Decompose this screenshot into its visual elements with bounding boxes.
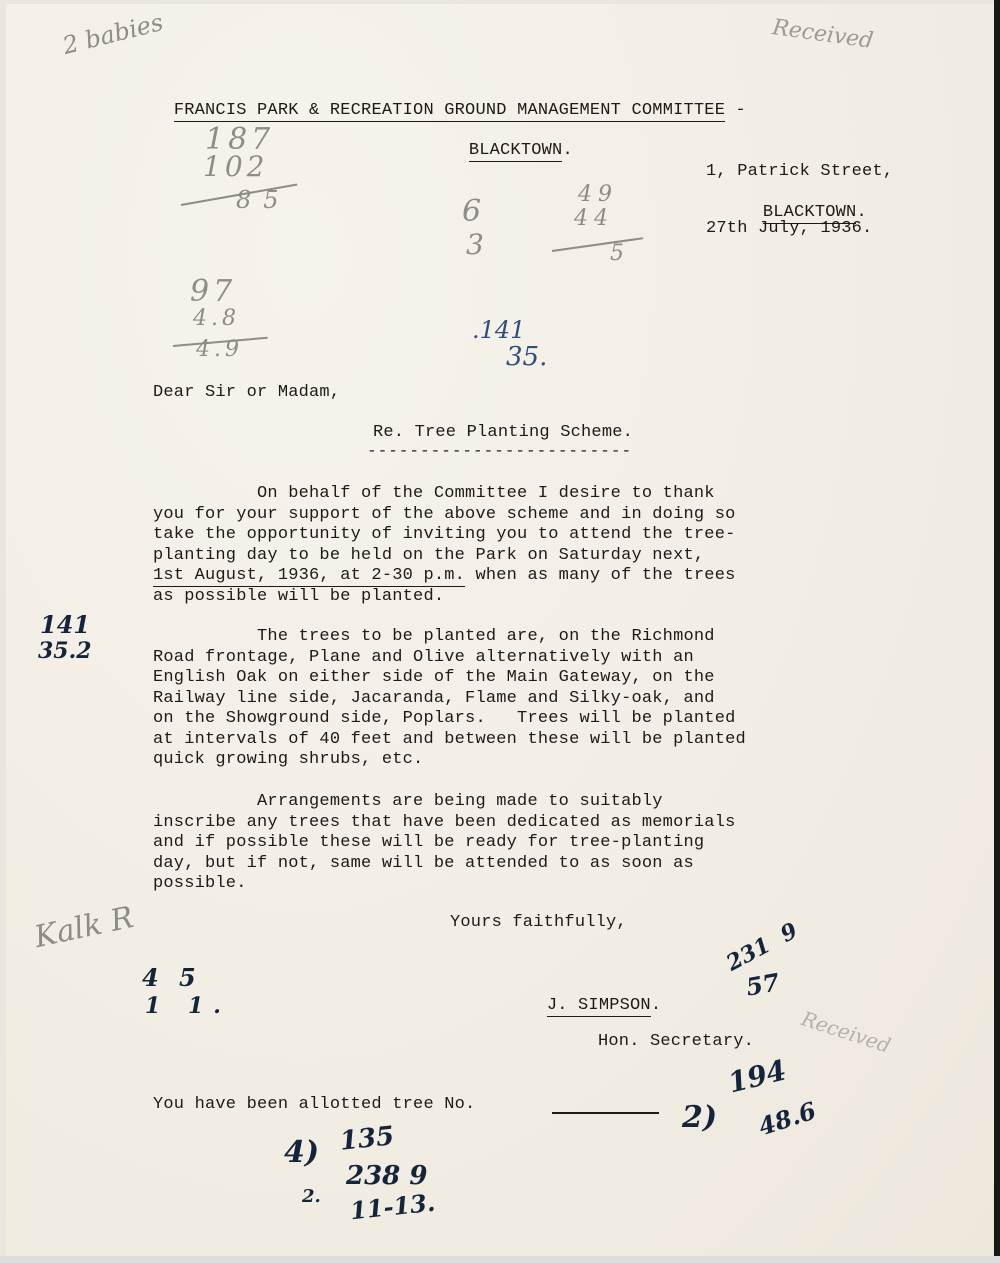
paragraph-2-line: on the Showground side, Poplars. Trees will be planted <box>153 709 736 728</box>
paragraph-1-line: 1st August, 1936, at 2-30 p.m. when as many of the trees <box>153 566 736 585</box>
paragraph-3-line: and if possible these will be ready for tree-planting <box>153 833 705 852</box>
ink-bottom-center-top: 135 <box>338 1121 396 1157</box>
pencil-calc-2-bottom: 3 <box>466 228 484 261</box>
signatory: J. SIMPSON. <box>546 995 662 1015</box>
pencil-calc-1-top: 187 <box>205 122 275 157</box>
pencil-calc-4-result: 4.9 <box>196 337 243 362</box>
allotment-label: You have been allotted tree No. <box>153 1095 476 1114</box>
signatory-title: Hon. Secretary. <box>598 1032 755 1051</box>
subject-line: Re. Tree Planting Scheme. <box>373 423 634 442</box>
letterhead-town: BLACKTOWN. <box>468 140 573 160</box>
letter-date: 27th July, 1936. <box>706 219 873 238</box>
paragraph-2-line: quick growing shrubs, etc. <box>153 750 424 769</box>
ink-margin-bottom: 35.2 <box>38 638 92 664</box>
ink-left-bottom: 1 1. <box>145 993 231 1019</box>
paragraph-2-line: The trees to be planted are, on the Richmond <box>153 627 715 646</box>
paragraph-2-line: Road frontage, Plane and Olive alternatively with an <box>153 647 694 667</box>
ink-right-top: 231 9 <box>722 917 802 977</box>
paragraph-2-line: at intervals of 40 feet and between these will be planted <box>153 729 746 749</box>
page-edge-bottom <box>0 1256 1000 1263</box>
pencil-margin-note: Kalk R <box>31 899 137 956</box>
ink-bottom-center-mid: 238 9 <box>346 1161 428 1191</box>
address-street: 1, Patrick Street, <box>706 162 894 181</box>
event-date-emphasis: 1st August, 1936, at 2-30 p.m. <box>153 566 466 585</box>
paragraph-1-line: On behalf of the Committee I desire to thank <box>153 484 715 503</box>
pencil-calc-2-top: 6 <box>462 194 482 229</box>
valediction: Yours faithfully, <box>450 913 627 932</box>
ink-calc-5-top: .141 <box>472 316 526 344</box>
paragraph-1-line: as possible will be planted. <box>153 586 445 606</box>
paragraph-1 <box>153 484 736 607</box>
address-town: BLACKTOWN. <box>762 202 867 222</box>
ink-left-top: 4 5 <box>142 963 202 992</box>
ink-bottom-right-prefix: 2) <box>682 1100 718 1135</box>
paragraph-1-line: planting day to be held on the Park on Saturday next, <box>153 545 705 565</box>
paragraph-3-line: inscribe any trees that have been dedicated as memorials <box>153 812 736 832</box>
ink-bottom-center-bottom: 11-13. <box>348 1187 437 1226</box>
salutation: Dear Sir or Madam, <box>153 383 341 402</box>
paragraph-2-line: English Oak on either side of the Main Gateway, on the <box>153 668 715 687</box>
page-edge-right <box>994 0 1000 1263</box>
pencil-calc-1-mid: 102 <box>203 150 269 183</box>
ink-bottom-center-prefix: 4) <box>284 1135 320 1170</box>
paragraph-1-line: you for your support of the above scheme and in doing so <box>153 504 736 524</box>
pencil-calc-1-result: 85 <box>236 186 291 214</box>
allotment-blank-field[interactable] <box>552 1112 659 1114</box>
pencil-calc-3-top: 49 <box>578 182 618 207</box>
letterhead-organization: FRANCIS PARK & RECREATION GROUND MANAGEMENT COMMITTEE - <box>173 100 746 120</box>
pencil-note-top-left: 2 babies <box>59 8 166 60</box>
faint-mark-right: Received <box>798 1006 894 1058</box>
paragraph-2 <box>153 627 746 771</box>
ink-right-bottom: 57 <box>743 967 782 1002</box>
paragraph-1-line: take the opportunity of inviting you to attend the tree- <box>153 525 736 544</box>
pencil-calc-3-result: 5 <box>610 241 624 266</box>
paragraph-3-line: possible. <box>153 874 247 893</box>
ink-margin-top: 141 <box>40 610 91 639</box>
paragraph-3-line: day, but if not, same will be attended to as soon as <box>153 853 694 873</box>
ink-calc-5-bottom: 35. <box>506 342 548 372</box>
faint-stamp-top-right: Received <box>770 15 875 54</box>
pencil-calc-4-mid: 4.8 <box>193 306 240 331</box>
ink-bottom-right-top: 194 <box>724 1053 790 1100</box>
paragraph-3-line: Arrangements are being made to suitably <box>153 792 663 811</box>
ink-bottom-right-bottom: 48.6 <box>754 1095 820 1142</box>
pencil-calc-4-top: 97 <box>190 274 237 309</box>
subject-underline: ------------------------- <box>367 442 633 460</box>
paragraph-2-line: Railway line side, Jacaranda, Flame and Silky-oak, and <box>153 688 715 708</box>
pencil-calc-3-mid: 44 <box>574 206 614 231</box>
paragraph-3 <box>153 792 736 895</box>
ink-bottom-center-side: 2. <box>302 1186 321 1207</box>
